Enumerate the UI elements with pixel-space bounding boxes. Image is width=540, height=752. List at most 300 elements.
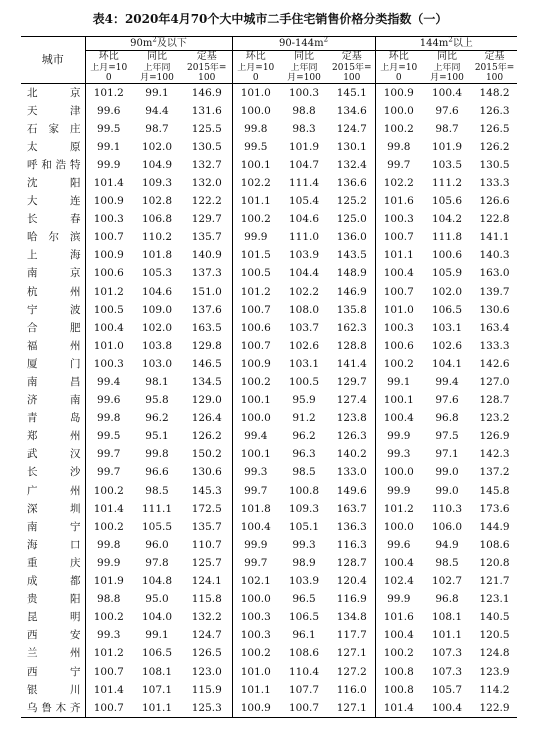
group-large-tail: 以上 xyxy=(452,38,473,49)
value-cell: 125.2 xyxy=(336,195,367,208)
value-cell: 114.2 xyxy=(479,683,510,696)
city-cell: 南昌 xyxy=(27,376,81,388)
value-cell: 129.7 xyxy=(336,376,367,388)
sub-header-0-2: 定基 xyxy=(196,51,217,63)
value-cell: 146.5 xyxy=(191,357,222,370)
value-cell: 140.9 xyxy=(191,249,222,262)
value-cell: 100.4 xyxy=(375,554,422,572)
sub-header-detail-line2: 100 xyxy=(343,72,361,83)
value-cell: 101.1 xyxy=(375,246,422,264)
value-cell: 99.1 xyxy=(85,138,132,156)
value-cell: 99.1 xyxy=(145,86,169,99)
value-cell: 109.3 xyxy=(289,502,320,515)
value-cell: 100.4 xyxy=(375,264,422,282)
sub-header-detail-row xyxy=(21,63,517,84)
table-row xyxy=(21,663,517,681)
value-cell: 111.8 xyxy=(432,231,463,244)
value-cell: 102.6 xyxy=(432,339,463,352)
value-cell: 105.1 xyxy=(289,520,320,533)
value-cell: 130.6 xyxy=(479,303,510,316)
table-row xyxy=(21,644,517,662)
city-cell: 大连 xyxy=(27,195,81,208)
value-cell: 100.6 xyxy=(375,337,422,355)
value-cell: 133.0 xyxy=(336,466,367,479)
value-cell: 96.1 xyxy=(292,629,316,642)
sub-header-detail-line1: 上月=10 xyxy=(380,62,418,73)
value-cell: 97.6 xyxy=(435,394,459,407)
city-cell: 长春 xyxy=(27,213,81,226)
sub-header-detail-2-2 xyxy=(472,63,517,84)
value-cell: 145.1 xyxy=(336,86,367,99)
value-cell: 124.8 xyxy=(479,647,510,660)
table-row xyxy=(21,554,517,572)
value-cell: 151.0 xyxy=(191,285,222,298)
city-cell: 青岛 xyxy=(27,412,81,425)
value-cell: 99.6 xyxy=(85,391,132,409)
value-cell: 126.6 xyxy=(479,195,510,208)
city-cell: 乌鲁木齐 xyxy=(21,699,85,718)
value-cell: 137.6 xyxy=(191,303,222,316)
table-row xyxy=(21,391,517,409)
value-cell: 99.9 xyxy=(375,427,422,445)
sub-header-detail-line1: 上月=10 xyxy=(90,62,128,73)
value-cell: 106.8 xyxy=(141,213,173,226)
value-cell: 101.2 xyxy=(85,644,132,662)
value-cell: 94.9 xyxy=(435,538,459,551)
sub-header-detail-line2: 0 xyxy=(105,72,112,83)
value-cell: 132.7 xyxy=(191,158,222,171)
value-cell: 111.0 xyxy=(289,231,320,244)
table-row xyxy=(21,301,517,319)
value-cell: 127.1 xyxy=(329,699,375,718)
value-cell: 99.4 xyxy=(232,427,279,445)
value-cell: 99.7 xyxy=(85,463,132,481)
table-row xyxy=(21,138,517,156)
value-cell: 99.7 xyxy=(232,554,279,572)
value-cell: 101.6 xyxy=(375,608,422,626)
value-cell: 99.9 xyxy=(232,536,279,554)
value-cell: 99.4 xyxy=(85,373,132,391)
value-cell: 100.5 xyxy=(289,376,320,388)
value-cell: 106.5 xyxy=(141,647,173,660)
value-cell: 125.7 xyxy=(191,556,222,569)
sub-header-detail-line2: 100 xyxy=(485,72,504,83)
value-cell: 105.4 xyxy=(289,195,320,208)
value-cell: 100.4 xyxy=(375,626,422,644)
value-cell: 98.9 xyxy=(292,556,316,569)
value-cell: 101.1 xyxy=(232,192,279,210)
table-row xyxy=(21,319,517,337)
value-cell: 99.5 xyxy=(85,120,132,138)
value-cell: 163.5 xyxy=(191,321,222,334)
sub-header-2-1: 同比 xyxy=(437,51,458,63)
value-cell: 100.5 xyxy=(85,301,132,319)
table-row xyxy=(21,156,517,174)
value-cell: 97.6 xyxy=(435,104,459,117)
table-row xyxy=(21,482,517,500)
table-row xyxy=(21,83,517,102)
value-cell: 100.5 xyxy=(232,264,279,282)
value-cell: 105.9 xyxy=(432,267,463,280)
value-cell: 110.2 xyxy=(141,231,173,244)
value-cell: 148.2 xyxy=(479,86,510,99)
value-cell: 103.9 xyxy=(289,249,320,262)
value-cell: 100.2 xyxy=(232,373,279,391)
value-cell: 102.0 xyxy=(432,285,463,298)
value-cell: 132.0 xyxy=(191,176,222,189)
value-cell: 99.8 xyxy=(232,120,279,138)
city-cell: 厦门 xyxy=(27,357,81,370)
value-cell: 115.9 xyxy=(191,683,222,696)
city-cell: 上海 xyxy=(27,249,81,262)
value-cell: 100.2 xyxy=(375,355,422,373)
value-cell: 96.6 xyxy=(145,466,169,479)
city-cell: 天津 xyxy=(27,104,81,117)
value-cell: 100.7 xyxy=(85,663,132,681)
value-cell: 128.7 xyxy=(336,556,367,569)
value-cell: 140.3 xyxy=(479,249,510,262)
value-cell: 100.7 xyxy=(85,699,132,718)
value-cell: 146.9 xyxy=(191,86,222,99)
value-cell: 99.1 xyxy=(145,629,169,642)
value-cell: 102.8 xyxy=(141,195,173,208)
value-cell: 102.0 xyxy=(141,321,173,334)
sub-header-detail-line1: 上月=10 xyxy=(237,62,275,73)
value-cell: 101.2 xyxy=(85,83,132,102)
value-cell: 121.7 xyxy=(479,575,510,588)
value-cell: 130.6 xyxy=(191,466,222,479)
value-cell: 148.9 xyxy=(336,267,367,280)
value-cell: 102.1 xyxy=(232,572,279,590)
value-cell: 96.8 xyxy=(435,593,459,606)
sub-header-detail-line2: 0 xyxy=(252,72,259,83)
sub-header-1-1: 同比 xyxy=(294,51,315,63)
group-large-sup: 2 xyxy=(448,36,453,44)
value-cell: 142.6 xyxy=(479,357,510,370)
table-row xyxy=(21,337,517,355)
value-cell: 98.5 xyxy=(292,466,316,479)
city-cell: 石家庄 xyxy=(27,122,81,135)
table-row xyxy=(21,246,517,264)
value-cell: 104.6 xyxy=(141,285,173,298)
value-cell: 98.3 xyxy=(292,122,316,135)
value-cell: 122.9 xyxy=(472,699,517,718)
value-cell: 126.4 xyxy=(191,412,222,425)
sub-header-detail-line1: 上年同 xyxy=(433,62,461,73)
value-cell: 102.4 xyxy=(375,572,422,590)
value-cell: 99.8 xyxy=(85,536,132,554)
value-cell: 95.1 xyxy=(145,430,169,443)
sub-header-detail-line2: 0 xyxy=(395,72,402,83)
value-cell: 163.4 xyxy=(479,321,510,334)
value-cell: 99.0 xyxy=(435,466,459,479)
value-cell: 101.4 xyxy=(375,699,422,718)
value-cell: 103.0 xyxy=(141,357,173,370)
value-cell: 136.0 xyxy=(336,231,367,244)
sub-header-1-2: 定基 xyxy=(341,51,362,63)
group-header-medium xyxy=(232,37,375,51)
value-cell: 100.9 xyxy=(232,355,279,373)
city-column-header: 城市 xyxy=(21,37,85,84)
value-cell: 127.2 xyxy=(336,665,367,678)
value-cell: 102.2 xyxy=(289,285,320,298)
table-row xyxy=(21,536,517,554)
city-cell: 郑州 xyxy=(27,430,81,443)
value-cell: 115.8 xyxy=(191,593,222,606)
value-cell: 132.4 xyxy=(336,158,367,171)
value-cell: 105.3 xyxy=(141,267,173,280)
value-cell: 95.8 xyxy=(145,394,169,407)
value-cell: 100.4 xyxy=(432,86,463,99)
table-row xyxy=(21,355,517,373)
table-row xyxy=(21,264,517,282)
table-row xyxy=(21,463,517,481)
value-cell: 145.8 xyxy=(479,484,510,497)
table-row xyxy=(21,192,517,210)
value-cell: 100.3 xyxy=(375,319,422,337)
value-cell: 100.6 xyxy=(232,319,279,337)
value-cell: 99.6 xyxy=(375,536,422,554)
value-cell: 163.7 xyxy=(336,502,367,515)
value-cell: 99.8 xyxy=(145,448,169,461)
value-cell: 100.3 xyxy=(85,210,132,228)
sub-header-detail-line1: 2015年= xyxy=(332,62,372,73)
value-cell: 100.0 xyxy=(232,409,279,427)
value-cell: 130.1 xyxy=(336,140,367,153)
sub-header-1-0: 环比 xyxy=(232,51,279,63)
value-cell: 101.0 xyxy=(232,663,279,681)
value-cell: 126.9 xyxy=(479,430,510,443)
value-cell: 100.7 xyxy=(85,228,132,246)
value-cell: 116.3 xyxy=(336,538,367,551)
sub-header-detail-line2: 月=100 xyxy=(140,72,174,83)
table-row xyxy=(21,572,517,590)
value-cell: 101.4 xyxy=(85,500,132,518)
value-cell: 100.7 xyxy=(375,283,422,301)
value-cell: 172.5 xyxy=(191,502,222,515)
value-cell: 100.2 xyxy=(375,644,422,662)
value-cell: 109.3 xyxy=(141,176,173,189)
value-cell: 98.8 xyxy=(85,590,132,608)
group-medium-label: 90-144m xyxy=(278,38,324,49)
value-cell: 145.3 xyxy=(191,484,222,497)
value-cell: 106.5 xyxy=(432,303,463,316)
value-cell: 100.9 xyxy=(375,83,422,102)
city-cell: 银川 xyxy=(27,683,81,696)
value-cell: 100.2 xyxy=(232,644,279,662)
value-cell: 100.8 xyxy=(289,484,320,497)
value-cell: 103.8 xyxy=(141,339,173,352)
city-cell: 济南 xyxy=(27,394,81,407)
value-cell: 101.0 xyxy=(232,83,279,102)
sub-header-detail-line1: 2015年= xyxy=(187,62,227,73)
value-cell: 100.7 xyxy=(375,228,422,246)
group-header-small xyxy=(85,37,232,51)
value-cell: 101.2 xyxy=(232,283,279,301)
group-small-label: 90m xyxy=(130,38,153,49)
value-cell: 101.2 xyxy=(85,283,132,301)
table-row xyxy=(21,518,517,536)
value-cell: 100.9 xyxy=(85,246,132,264)
value-cell: 99.8 xyxy=(85,409,132,427)
value-cell: 101.0 xyxy=(375,301,422,319)
value-cell: 105.7 xyxy=(432,683,463,696)
sub-header-detail-2-1 xyxy=(422,63,472,84)
table-row xyxy=(21,681,517,699)
value-cell: 108.6 xyxy=(479,538,510,551)
sub-header-detail-1-2 xyxy=(329,63,375,84)
value-cell: 141.4 xyxy=(336,357,367,370)
value-cell: 99.7 xyxy=(232,482,279,500)
city-cell: 沈阳 xyxy=(27,176,81,189)
table-row xyxy=(21,373,517,391)
value-cell: 149.6 xyxy=(336,484,367,497)
value-cell: 98.5 xyxy=(145,484,169,497)
value-cell: 100.4 xyxy=(375,409,422,427)
value-cell: 96.3 xyxy=(292,448,316,461)
value-cell: 110.7 xyxy=(191,538,222,551)
value-cell: 99.9 xyxy=(232,228,279,246)
group-small-tail: 及以下 xyxy=(156,38,187,49)
value-cell: 126.5 xyxy=(479,122,510,135)
value-cell: 129.8 xyxy=(191,339,222,352)
value-cell: 99.5 xyxy=(85,427,132,445)
sub-header-detail-line1: 上年同 xyxy=(290,62,318,73)
value-cell: 104.8 xyxy=(141,575,173,588)
sub-header-detail-1-0 xyxy=(232,63,279,84)
value-cell: 100.2 xyxy=(85,608,132,626)
value-cell: 101.9 xyxy=(85,572,132,590)
value-cell: 140.2 xyxy=(336,448,367,461)
value-cell: 100.1 xyxy=(232,391,279,409)
value-cell: 137.3 xyxy=(191,267,222,280)
city-cell: 南京 xyxy=(27,267,81,280)
value-cell: 100.7 xyxy=(232,337,279,355)
value-cell: 100.3 xyxy=(375,210,422,228)
value-cell: 107.3 xyxy=(432,647,463,660)
city-cell: 武汉 xyxy=(27,448,81,461)
table-row xyxy=(21,626,517,644)
value-cell: 127.1 xyxy=(336,647,367,660)
city-cell: 广州 xyxy=(27,484,81,497)
value-cell: 111.4 xyxy=(289,176,320,189)
table-title: 表4：2020年4月70个大中城市二手住宅销售价格分类指数（一） xyxy=(92,12,448,26)
value-cell: 136.6 xyxy=(336,176,367,189)
value-cell: 143.5 xyxy=(336,249,367,262)
value-cell: 100.8 xyxy=(375,663,422,681)
city-cell: 长沙 xyxy=(27,466,81,479)
sub-header-2-2: 定基 xyxy=(484,51,505,63)
group-small-sup: 2 xyxy=(152,36,157,44)
city-cell: 成都 xyxy=(27,575,81,588)
table-row xyxy=(21,210,517,228)
table-row xyxy=(21,409,517,427)
value-cell: 100.1 xyxy=(375,391,422,409)
value-cell: 100.9 xyxy=(85,192,132,210)
value-cell: 102.0 xyxy=(141,140,173,153)
value-cell: 107.1 xyxy=(141,683,173,696)
value-cell: 101.0 xyxy=(85,337,132,355)
value-cell: 95.0 xyxy=(145,593,169,606)
value-cell: 139.7 xyxy=(479,285,510,298)
sub-header-detail-0-1 xyxy=(132,63,182,84)
value-cell: 96.2 xyxy=(145,412,169,425)
value-cell: 96.2 xyxy=(292,430,316,443)
value-cell: 104.1 xyxy=(432,357,463,370)
value-cell: 108.6 xyxy=(289,647,320,660)
value-cell: 130.5 xyxy=(191,140,222,153)
value-cell: 97.8 xyxy=(145,556,169,569)
table-row xyxy=(21,699,517,718)
value-cell: 99.9 xyxy=(85,156,132,174)
sub-header-detail-line1: 上年同 xyxy=(143,62,171,73)
sub-header-detail-line1: 2015年= xyxy=(474,62,515,73)
sub-header-detail-2-0 xyxy=(375,63,422,84)
value-cell: 116.0 xyxy=(336,683,367,696)
value-cell: 133.3 xyxy=(479,176,510,189)
value-cell: 150.2 xyxy=(191,448,222,461)
value-cell: 135.7 xyxy=(191,520,222,533)
sub-header-row xyxy=(21,51,517,63)
city-cell: 宁波 xyxy=(27,303,81,316)
city-cell: 昆明 xyxy=(27,611,81,624)
city-cell: 福州 xyxy=(27,339,81,352)
sub-header-detail-1-1 xyxy=(279,63,329,84)
value-cell: 122.8 xyxy=(479,213,510,226)
value-cell: 163.0 xyxy=(479,267,510,280)
value-cell: 103.1 xyxy=(289,357,320,370)
value-cell: 131.6 xyxy=(191,104,222,117)
value-cell: 100.6 xyxy=(85,264,132,282)
city-cell: 重庆 xyxy=(27,556,81,569)
value-cell: 101.1 xyxy=(232,681,279,699)
value-cell: 100.2 xyxy=(375,120,422,138)
group-header-large xyxy=(375,37,517,51)
value-cell: 117.7 xyxy=(336,629,367,642)
value-cell: 99.4 xyxy=(435,376,459,388)
value-cell: 107.7 xyxy=(289,683,320,696)
value-cell: 142.3 xyxy=(479,448,510,461)
value-cell: 146.9 xyxy=(336,285,367,298)
value-cell: 125.0 xyxy=(336,213,367,226)
value-cell: 124.7 xyxy=(191,629,222,642)
value-cell: 120.5 xyxy=(479,629,510,642)
value-cell: 123.9 xyxy=(479,665,510,678)
value-cell: 97.5 xyxy=(435,430,459,443)
value-cell: 136.3 xyxy=(336,520,367,533)
value-cell: 127.4 xyxy=(336,394,367,407)
value-cell: 137.2 xyxy=(479,466,510,479)
value-cell: 100.7 xyxy=(279,699,329,718)
value-cell: 100.4 xyxy=(232,518,279,536)
value-cell: 100.3 xyxy=(289,86,320,99)
value-cell: 130.5 xyxy=(479,158,510,171)
table-row xyxy=(21,608,517,626)
table-row xyxy=(21,102,517,120)
value-cell: 94.4 xyxy=(145,104,169,117)
city-cell: 北京 xyxy=(27,86,81,99)
value-cell: 133.3 xyxy=(479,339,510,352)
city-cell: 哈尔滨 xyxy=(27,231,81,244)
table-row xyxy=(21,427,517,445)
value-cell: 99.3 xyxy=(375,445,422,463)
value-cell: 98.7 xyxy=(435,122,459,135)
value-cell: 99.3 xyxy=(232,463,279,481)
group-large-label: 144m xyxy=(419,38,449,49)
value-cell: 100.0 xyxy=(375,102,422,120)
value-cell: 134.8 xyxy=(336,611,367,624)
value-cell: 101.4 xyxy=(85,681,132,699)
